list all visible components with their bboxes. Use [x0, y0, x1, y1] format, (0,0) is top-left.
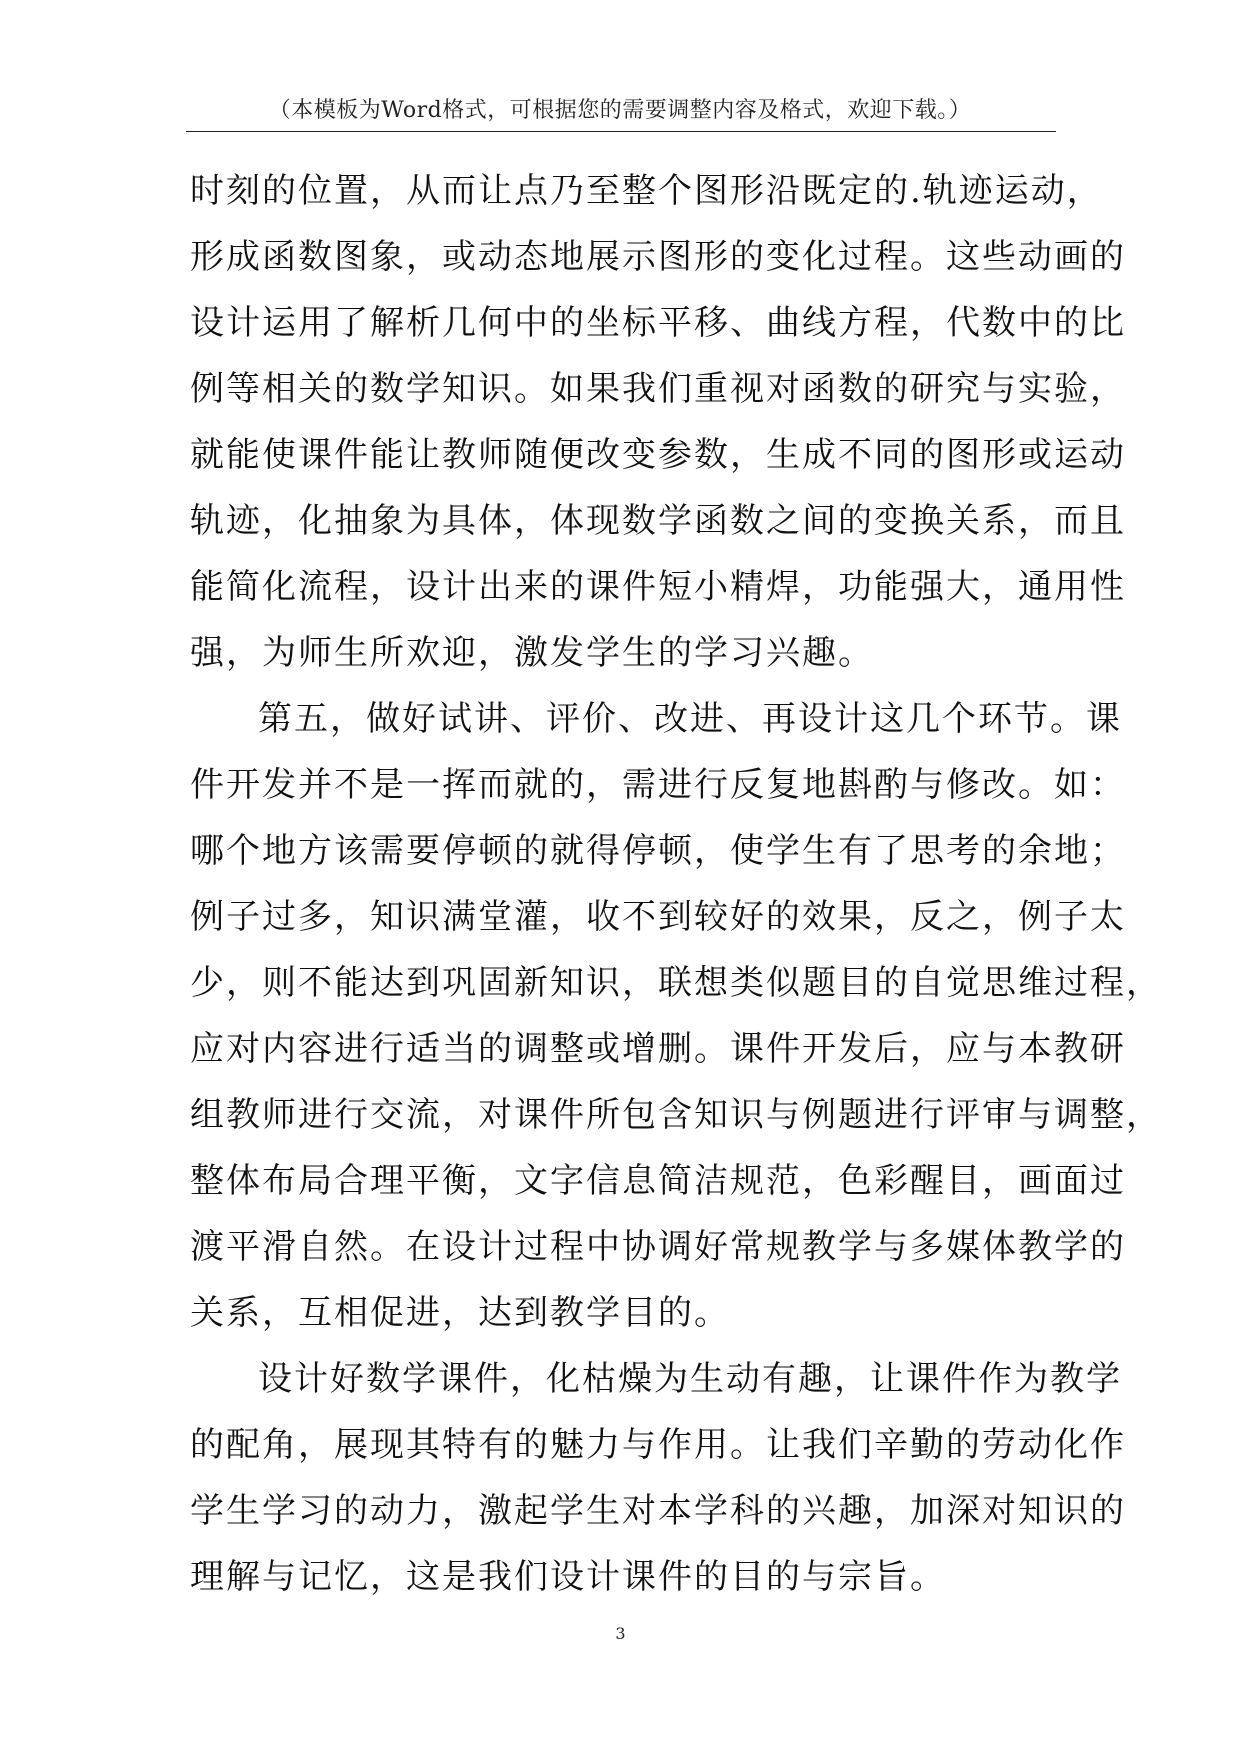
text-line: 应对内容进行适当的调整或增删。课件开发后，应与本教研 — [190, 1029, 1126, 1069]
document-body — [190, 158, 1162, 1610]
text-line: 轨迹，化抽象为具体，体现数学函数之间的变换关系，而且 — [190, 501, 1126, 541]
text-line: 强，为师生所欢迎，激发学生的学习兴趣。 — [190, 633, 874, 673]
text-line: 学生学习的动力，激起学生对本学科的兴趣，加深对知识的 — [190, 1491, 1126, 1531]
text-line: 时刻的位置，从而让点乃至整个图形沿既定的.轨迹运动， — [190, 171, 1103, 211]
text-line: 设计运用了解析几何中的坐标平移、曲线方程，代数中的比 — [190, 303, 1126, 343]
page-number: 3 — [615, 1624, 626, 1643]
text-line: 件开发并不是一挥而就的，需进行反复地斟酌与修改。如： — [190, 765, 1126, 805]
paragraph-start-line: 第五，做好试讲、评价、改进、再设计这几个环节。课 — [258, 699, 1122, 739]
text-line: 能简化流程，设计出来的课件短小精焊，功能强大，通用性 — [190, 567, 1126, 607]
text-line: 渡平滑自然。在设计过程中协调好常规教学与多媒体教学的 — [190, 1227, 1126, 1267]
text-line: 就能使课件能让教师随便改变参数，生成不同的图形或运动 — [190, 435, 1126, 475]
text-line: 例等相关的数学知识。如果我们重视对函数的研究与实验， — [190, 369, 1126, 409]
text-line: 少，则不能达到巩固新知识，联想类似题目的自觉思维过程， — [190, 963, 1162, 1003]
page-header: （本模板为Word格式，可根据您的需要调整内容及格式，欢迎下载。） — [268, 98, 972, 123]
paragraph-start-line: 设计好数学课件，化枯燥为生动有趣，让课件作为教学 — [258, 1359, 1122, 1399]
text-line: 例子过多，知识满堂灌，收不到较好的效果，反之，例子太 — [190, 897, 1126, 937]
text-line: 哪个地方该需要停顿的就得停顿，使学生有了思考的余地； — [190, 831, 1126, 871]
header-divider — [186, 131, 1056, 132]
text-line: 的配角，展现其特有的魅力与作用。让我们辛勤的劳动化作 — [190, 1425, 1126, 1465]
text-line: 组教师进行交流，对课件所包含知识与例题进行评审与调整， — [190, 1095, 1162, 1135]
text-line: 整体布局合理平衡，文字信息简洁规范，色彩醒目，画面过 — [190, 1161, 1126, 1201]
text-line: 关系，互相促进，达到教学目的。 — [190, 1293, 730, 1333]
text-line: 形成函数图象，或动态地展示图形的变化过程。这些动画的 — [190, 237, 1126, 277]
text-line: 理解与记忆，这是我们设计课件的目的与宗旨。 — [190, 1557, 946, 1597]
